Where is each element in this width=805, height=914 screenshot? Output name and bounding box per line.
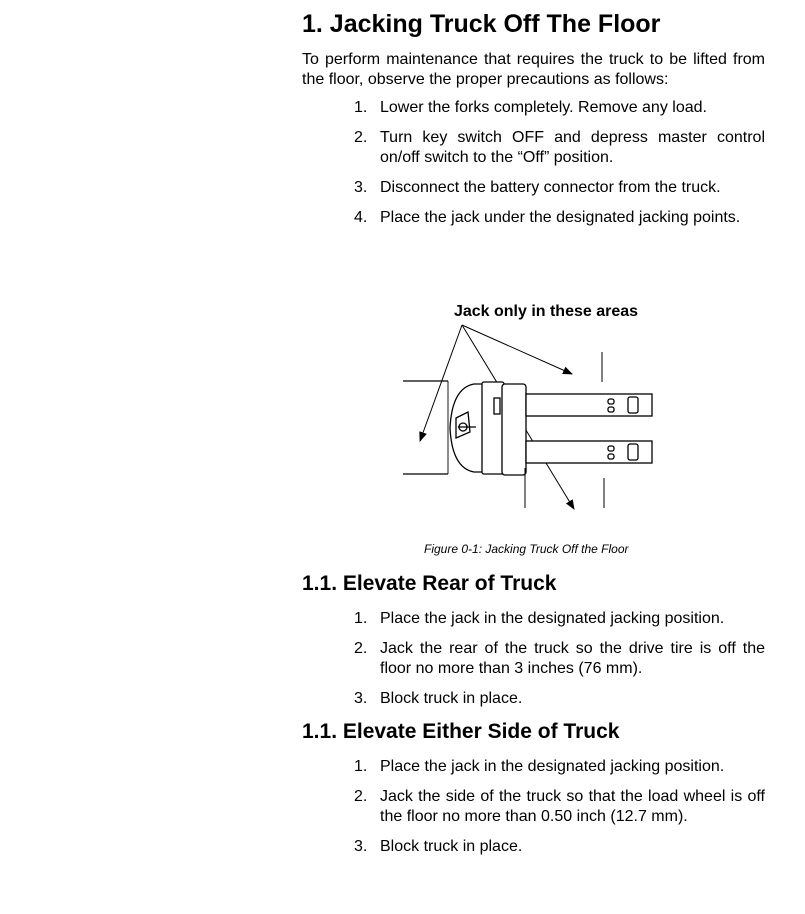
step-number: 3. [354,179,368,196]
side-steps-list [354,757,765,867]
list-item [354,609,765,629]
step-number: 4. [354,209,368,226]
figure-label: Jack only in these areas [453,303,639,320]
step-text: Jack the rear of the truck so the drive tire is off the floor no more than 3 inches (76 mm). [380,640,765,677]
truck-outline [403,381,652,475]
list-item [354,837,765,857]
step-text: Lower the forks completely. Remove any load. [380,99,707,116]
step-number: 2. [354,640,368,657]
jacking-steps-list [354,98,765,238]
step-number: 3. [354,838,368,855]
list-item [354,787,765,827]
section-heading-rear: 1.1. Elevate Rear of Truck [302,572,557,595]
step-number: 3. [354,690,368,707]
step-number: 2. [354,129,368,146]
list-item [354,208,765,228]
step-text: Jack the side of the truck so that the load wheel is off the floor no more than 0.50 inch (12.7 mm). [380,788,765,825]
list-item [354,639,765,679]
rear-steps-list [354,609,765,719]
step-text: Disconnect the battery connector from the truck. [380,179,721,196]
step-number: 1. [354,99,368,116]
page-title: 1. Jacking Truck Off The Floor [302,10,661,38]
list-item [354,689,765,709]
step-text: Place the jack in the designated jacking position. [380,610,725,627]
step-text: Turn key switch OFF and depress master control on/off switch to the “Off” position. [380,129,765,166]
step-number: 2. [354,788,368,805]
step-text: Block truck in place. [380,838,523,855]
list-item [354,98,765,118]
section-heading-side: 1.1. Elevate Either Side of Truck [302,720,620,743]
reference-lines [525,352,604,508]
jacking-diagram [398,296,660,516]
list-item [354,757,765,777]
list-item [354,128,765,168]
step-text: Place the jack under the designated jacking points. [380,209,741,226]
intro-paragraph: To perform maintenance that requires the truck to be lifted from the floor, observe the proper precautions as follows: [302,51,765,88]
figure-caption: Figure 0-1: Jacking Truck Off the Floor [424,542,629,556]
step-number: 1. [354,610,368,627]
list-item [354,178,765,198]
step-number: 1. [354,758,368,775]
step-text: Block truck in place. [380,690,523,707]
step-text: Place the jack in the designated jacking position. [380,758,725,775]
